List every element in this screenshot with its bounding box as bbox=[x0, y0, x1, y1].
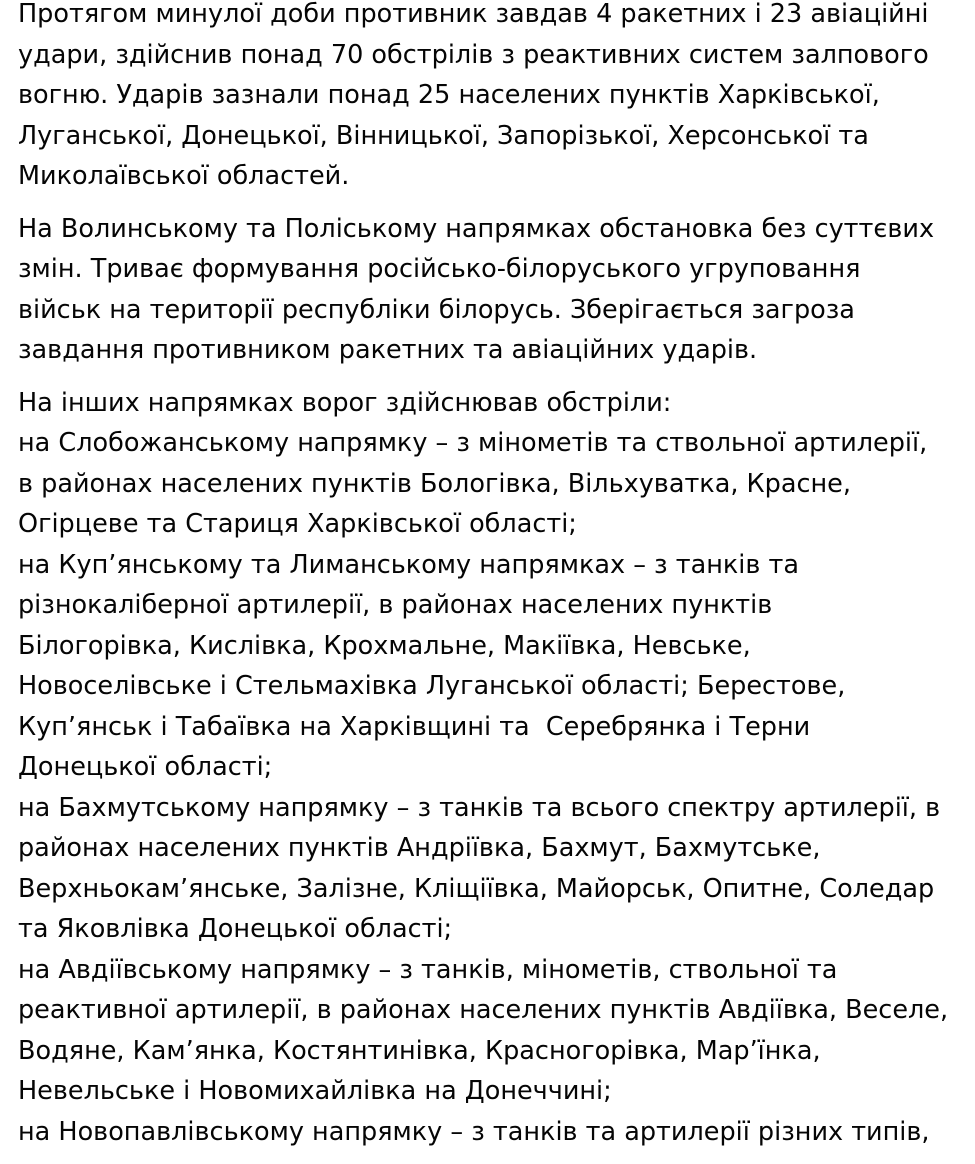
text-line: Куп’янськ і Табаївка на Харківщині та Серебрянка і Терни bbox=[18, 711, 811, 742]
text-line: завдання противником ракетних та авіаційних ударів. bbox=[18, 335, 758, 365]
text-line: різнокаліберної артилерії, в районах населених пунктів bbox=[18, 590, 773, 620]
text-line: Луганської, Донецької, Вінницької, Запорізької, Херсонської та bbox=[18, 120, 869, 151]
text-line: на Бахмутському напрямку – з танків та всього спектру артилерії, в bbox=[18, 792, 941, 823]
text-line: вогню. Ударів зазнали понад 25 населених пунктів Харківської, bbox=[18, 80, 880, 110]
text-line: на Новопавлівському напрямку – з танків та артилерії різних типів, bbox=[18, 1116, 930, 1147]
text-line: удари, здійснив понад 70 обстрілів з реактивних систем залпового bbox=[18, 39, 929, 70]
paragraph-summary bbox=[18, 0, 963, 197]
text-line: Донецької області; bbox=[18, 752, 273, 782]
text-line: реактивної артилерії, в районах населених пунктів Авдіївка, Веселе, bbox=[18, 995, 949, 1025]
text-line: військ на території республіки білорусь. Зберігається загроза bbox=[18, 294, 855, 325]
paragraph-volyn-polissia bbox=[18, 209, 963, 371]
text-line: в районах населених пунктів Бологівка, Вільхуватка, Красне, bbox=[18, 468, 851, 499]
text-line: Водяне, Кам’янка, Костянтинівка, Красногорівка, Мар’їнка, bbox=[18, 1035, 821, 1066]
text-line: Новоселівське і Стельмахівка Луганської області; Берестове, bbox=[18, 671, 846, 701]
text-line: та Яковлівка Донецької області; bbox=[18, 914, 453, 944]
text-line: Огірцеве та Стариця Харківської області; bbox=[18, 509, 577, 539]
text-line: змін. Триває формування російсько-білоруського угруповання bbox=[18, 254, 861, 284]
text-line: на Авдіївському напрямку – з танків, мінометів, ствольної та bbox=[18, 954, 838, 985]
text-line: Невельське і Новомихайлівка на Донеччині; bbox=[18, 1076, 612, 1106]
text-line: районах населених пунктів Андріївка, Бахмут, Бахмутське, bbox=[18, 833, 821, 863]
text-line: На Волинському та Поліському напрямках обстановка без суттєвих bbox=[18, 213, 935, 244]
text-line: Миколаївської областей. bbox=[18, 161, 350, 191]
post-text bbox=[18, 0, 963, 1164]
text-line: на Слобожанському напрямку – з мінометів та ствольної артилерії, bbox=[18, 428, 928, 458]
text-line: на Куп’янському та Лиманському напрямках – з танків та bbox=[18, 549, 799, 580]
text-line: Верхньокам’янське, Залізне, Кліщіївка, Майорськ, Опитне, Соледар bbox=[18, 873, 935, 904]
paragraph-other-directions bbox=[18, 383, 963, 1153]
text-line: Білогорівка, Кислівка, Крохмальне, Макіївка, Невське, bbox=[18, 630, 751, 661]
text-line: Протягом минулої доби противник завдав 4 ракетних і 23 авіаційні bbox=[18, 0, 929, 29]
text-line: На інших напрямках ворог здійснював обстріли: bbox=[18, 387, 672, 418]
